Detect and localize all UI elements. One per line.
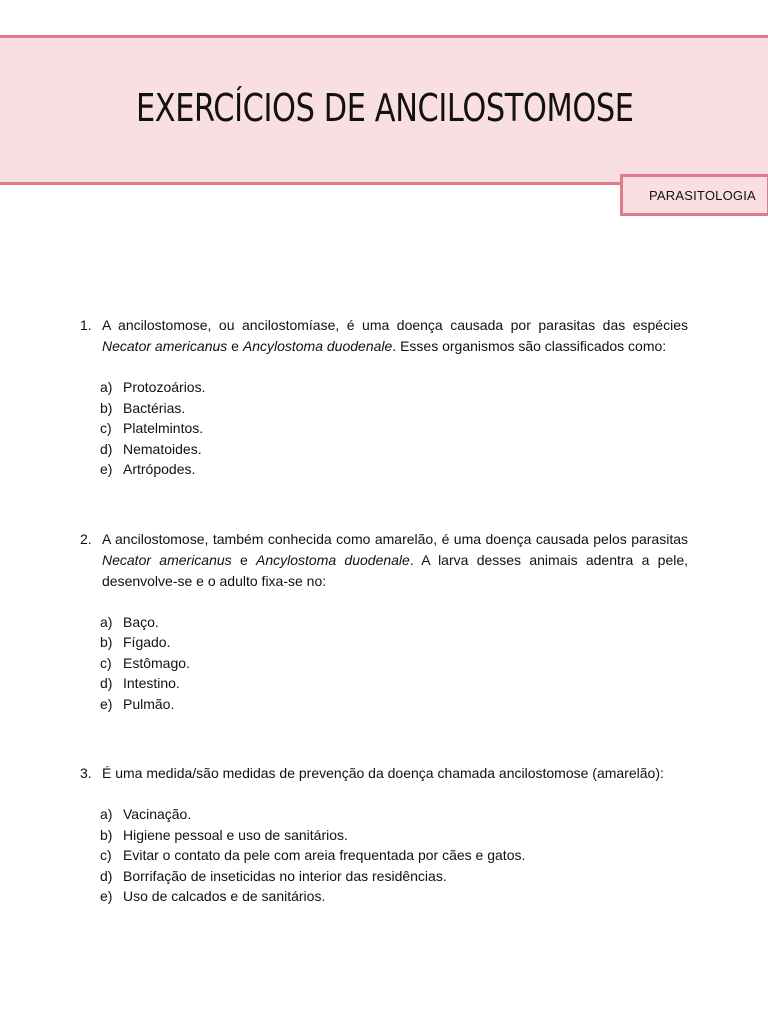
question-stem	[80, 529, 688, 592]
option-e	[100, 886, 688, 907]
option-d	[100, 866, 688, 887]
option-letter: c)	[100, 420, 112, 436]
option-b	[100, 825, 688, 846]
option-text: Borrifação de inseticidas no interior das residências.	[123, 867, 447, 884]
option-text: Protozoários.	[123, 379, 206, 395]
option-letter: b)	[100, 399, 113, 416]
question-number: 2.	[80, 530, 92, 547]
option-a	[100, 377, 688, 398]
option-text: Uso de calcados e de sanitários.	[123, 888, 326, 904]
option-letter: b)	[100, 634, 113, 650]
option-text: Nematoides.	[123, 440, 202, 457]
option-letter: d)	[100, 675, 113, 691]
question-1	[80, 315, 688, 480]
option-c	[100, 845, 688, 866]
answer-options	[80, 377, 688, 480]
question-3	[80, 763, 688, 907]
page-title: EXERCÍCIOS DE ANCILOSTOMOSE	[136, 86, 634, 130]
option-letter: b)	[100, 826, 113, 843]
option-text: Evitar o contato da pele com areia frequentada por cães e gatos.	[123, 847, 526, 863]
option-text: Fígado.	[123, 634, 171, 650]
answer-options	[80, 804, 688, 907]
option-text: Artrópodes.	[123, 461, 196, 477]
subject-tag-label: PARASITOLOGIA	[649, 187, 756, 203]
option-d	[100, 439, 688, 460]
option-text: Pulmão.	[123, 695, 175, 712]
question-stem	[80, 315, 688, 357]
option-letter: a)	[100, 613, 113, 630]
option-letter: a)	[100, 806, 113, 822]
subject-tag	[620, 174, 768, 216]
question-stem	[80, 763, 688, 784]
option-e	[100, 459, 688, 480]
option-text: Intestino.	[123, 675, 180, 691]
option-d	[100, 673, 688, 694]
option-letter: e)	[100, 461, 113, 477]
option-b	[100, 398, 688, 419]
question-2	[80, 529, 688, 715]
question-number: 1.	[80, 317, 92, 333]
option-letter: e)	[100, 888, 113, 904]
option-letter: e)	[100, 695, 113, 712]
option-e	[100, 694, 688, 715]
option-a	[100, 804, 688, 825]
option-letter: c)	[100, 654, 112, 671]
option-c	[100, 418, 688, 439]
option-text: Bactérias.	[123, 399, 186, 416]
option-b	[100, 632, 688, 653]
option-text: Estômago.	[123, 654, 190, 671]
option-letter: d)	[100, 867, 113, 884]
option-letter: d)	[100, 440, 113, 457]
option-a	[100, 612, 688, 633]
option-text: Baço.	[123, 613, 159, 630]
option-letter: c)	[100, 847, 112, 863]
option-text: Vacinação.	[123, 806, 192, 822]
question-text: A ancilostomose, ou ancilostomíase, é uma doença causada por parasitas das espécies Necator americanus e Ancylostoma duodenale. Esses organismos são classificados como:	[102, 317, 688, 354]
question-text: A ancilostomose, também conhecida como amarelão, é uma doença causada pelos parasitas Necator americanus e Ancylostoma duodenale. A larva desses animais adentra a pele, desenvolve-se e o adulto fixa-se no:	[102, 530, 689, 589]
header-band	[0, 35, 768, 203]
question-number: 3.	[80, 765, 92, 781]
answer-options	[80, 612, 688, 715]
question-list	[80, 315, 688, 907]
option-text: Higiene pessoal e uso de sanitários.	[123, 826, 348, 843]
option-letter: a)	[100, 379, 113, 395]
option-c	[100, 653, 688, 674]
question-text: É uma medida/são medidas de prevenção da doença chamada ancilostomose (amarelão):	[102, 765, 664, 781]
option-text: Platelmintos.	[123, 420, 204, 436]
